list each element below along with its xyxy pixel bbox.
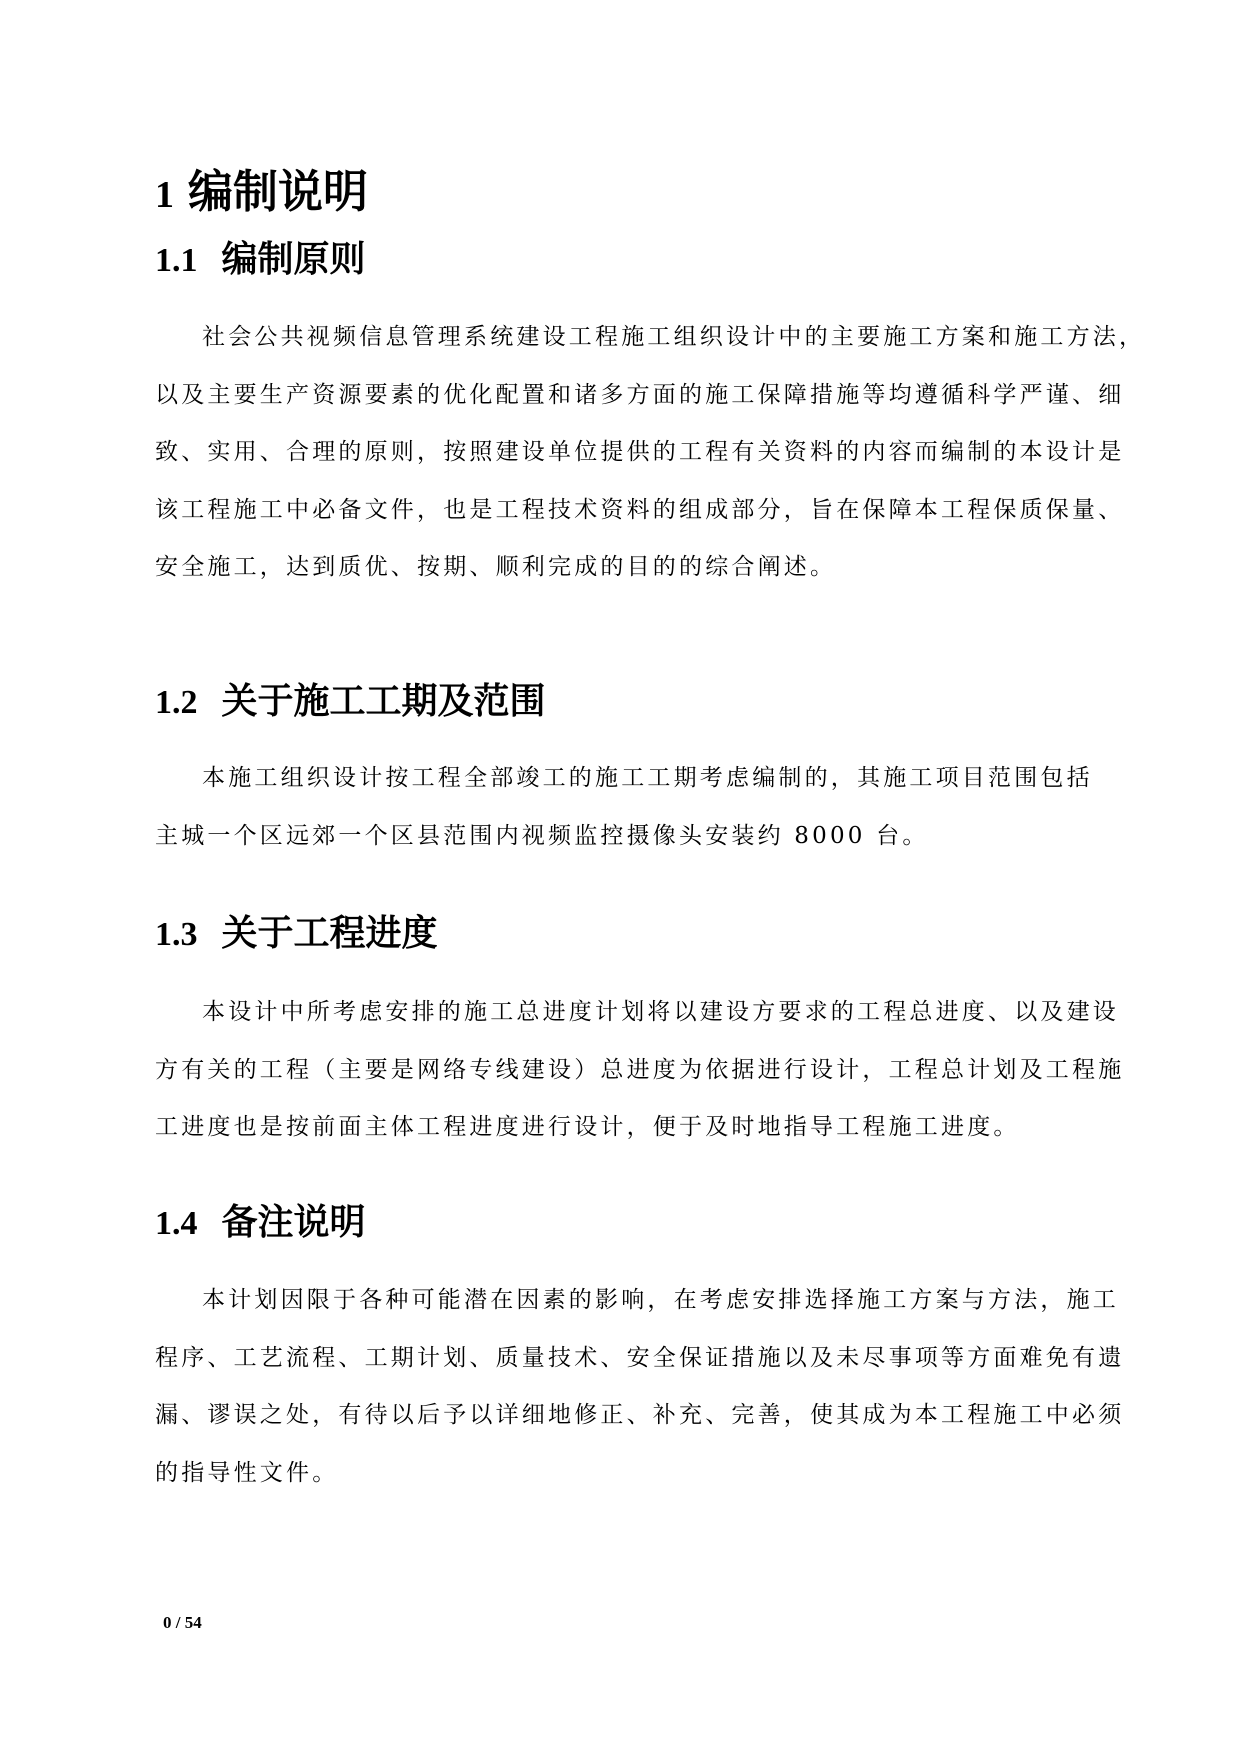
paragraph-line: 社会公共视频信息管理系统建设工程施工组织设计中的主要施工方案和施工方法， [202, 324, 1146, 350]
chapter-number: 1 [155, 174, 174, 216]
section-1-2-paragraph [155, 750, 1095, 865]
paragraph-line: 程序、工艺流程、工期计划、质量技术、安全保证措施以及未尽事项等方面难免有遗 [155, 1344, 1125, 1371]
section-heading-1-3 [155, 908, 438, 960]
paragraph-line: 以及主要生产资源要素的优化配置和诸多方面的施工保障措施等均遵循科学严谨、细 [155, 381, 1125, 408]
paragraph-line: 工进度也是按前面主体工程进度进行设计，便于及时地指导工程施工进度。 [155, 1114, 1020, 1140]
section-heading-1-2 [155, 676, 546, 728]
section-heading-text: 编制原则 [221, 238, 366, 280]
paragraph-line: 该工程施工中必备文件，也是工程技术资料的组成部分，旨在保障本工程保质保量、 [155, 496, 1125, 523]
chapter-title-text: 编制说明 [188, 165, 369, 218]
section-heading-text: 关于施工工期及范围 [221, 680, 546, 722]
paragraph-line: 本计划因限于各种可能潜在因素的影响，在考虑安排选择施工方案与方法，施工 [202, 1287, 1119, 1313]
section-heading-1-4 [155, 1197, 366, 1249]
paragraph-line: 的指导性文件。 [155, 1459, 339, 1486]
section-1-3-paragraph [155, 984, 1125, 1157]
section-heading-1-1 [155, 234, 366, 286]
section-1-1-paragraph [155, 309, 1146, 597]
section-number: 1.4 [155, 1205, 198, 1242]
section-number: 1.1 [155, 242, 198, 279]
section-1-4-paragraph [155, 1272, 1125, 1502]
section-number: 1.3 [155, 916, 198, 953]
paragraph-line: 主城一个区远郊一个区县范围内视频监控摄像头安装约 8000 台。 [155, 822, 929, 849]
paragraph-line: 本施工组织设计按工程全部竣工的施工工期考虑编制的，其施工项目范围包括 [202, 765, 1093, 791]
section-heading-text: 备注说明 [221, 1201, 366, 1243]
section-number: 1.2 [155, 684, 198, 721]
paragraph-line: 方有关的工程（主要是网络专线建设）总进度为依据进行设计，工程总计划及工程施 [155, 1056, 1125, 1083]
section-heading-text: 关于工程进度 [221, 912, 438, 954]
page-number: 0 / 54 [163, 1613, 202, 1632]
chapter-title [155, 162, 368, 225]
paragraph-line: 本设计中所考虑安排的施工总进度计划将以建设方要求的工程总进度、以及建设 [202, 999, 1119, 1025]
paragraph-line: 安全施工，达到质优、按期、顺利完成的目的的综合阐述。 [155, 554, 837, 580]
paragraph-line: 漏、谬误之处，有待以后予以详细地修正、补充、完善，使其成为本工程施工中必须 [155, 1402, 1125, 1428]
paragraph-line: 致、实用、合理的原则，按照建设单位提供的工程有关资料的内容而编制的本设计是 [155, 439, 1125, 465]
